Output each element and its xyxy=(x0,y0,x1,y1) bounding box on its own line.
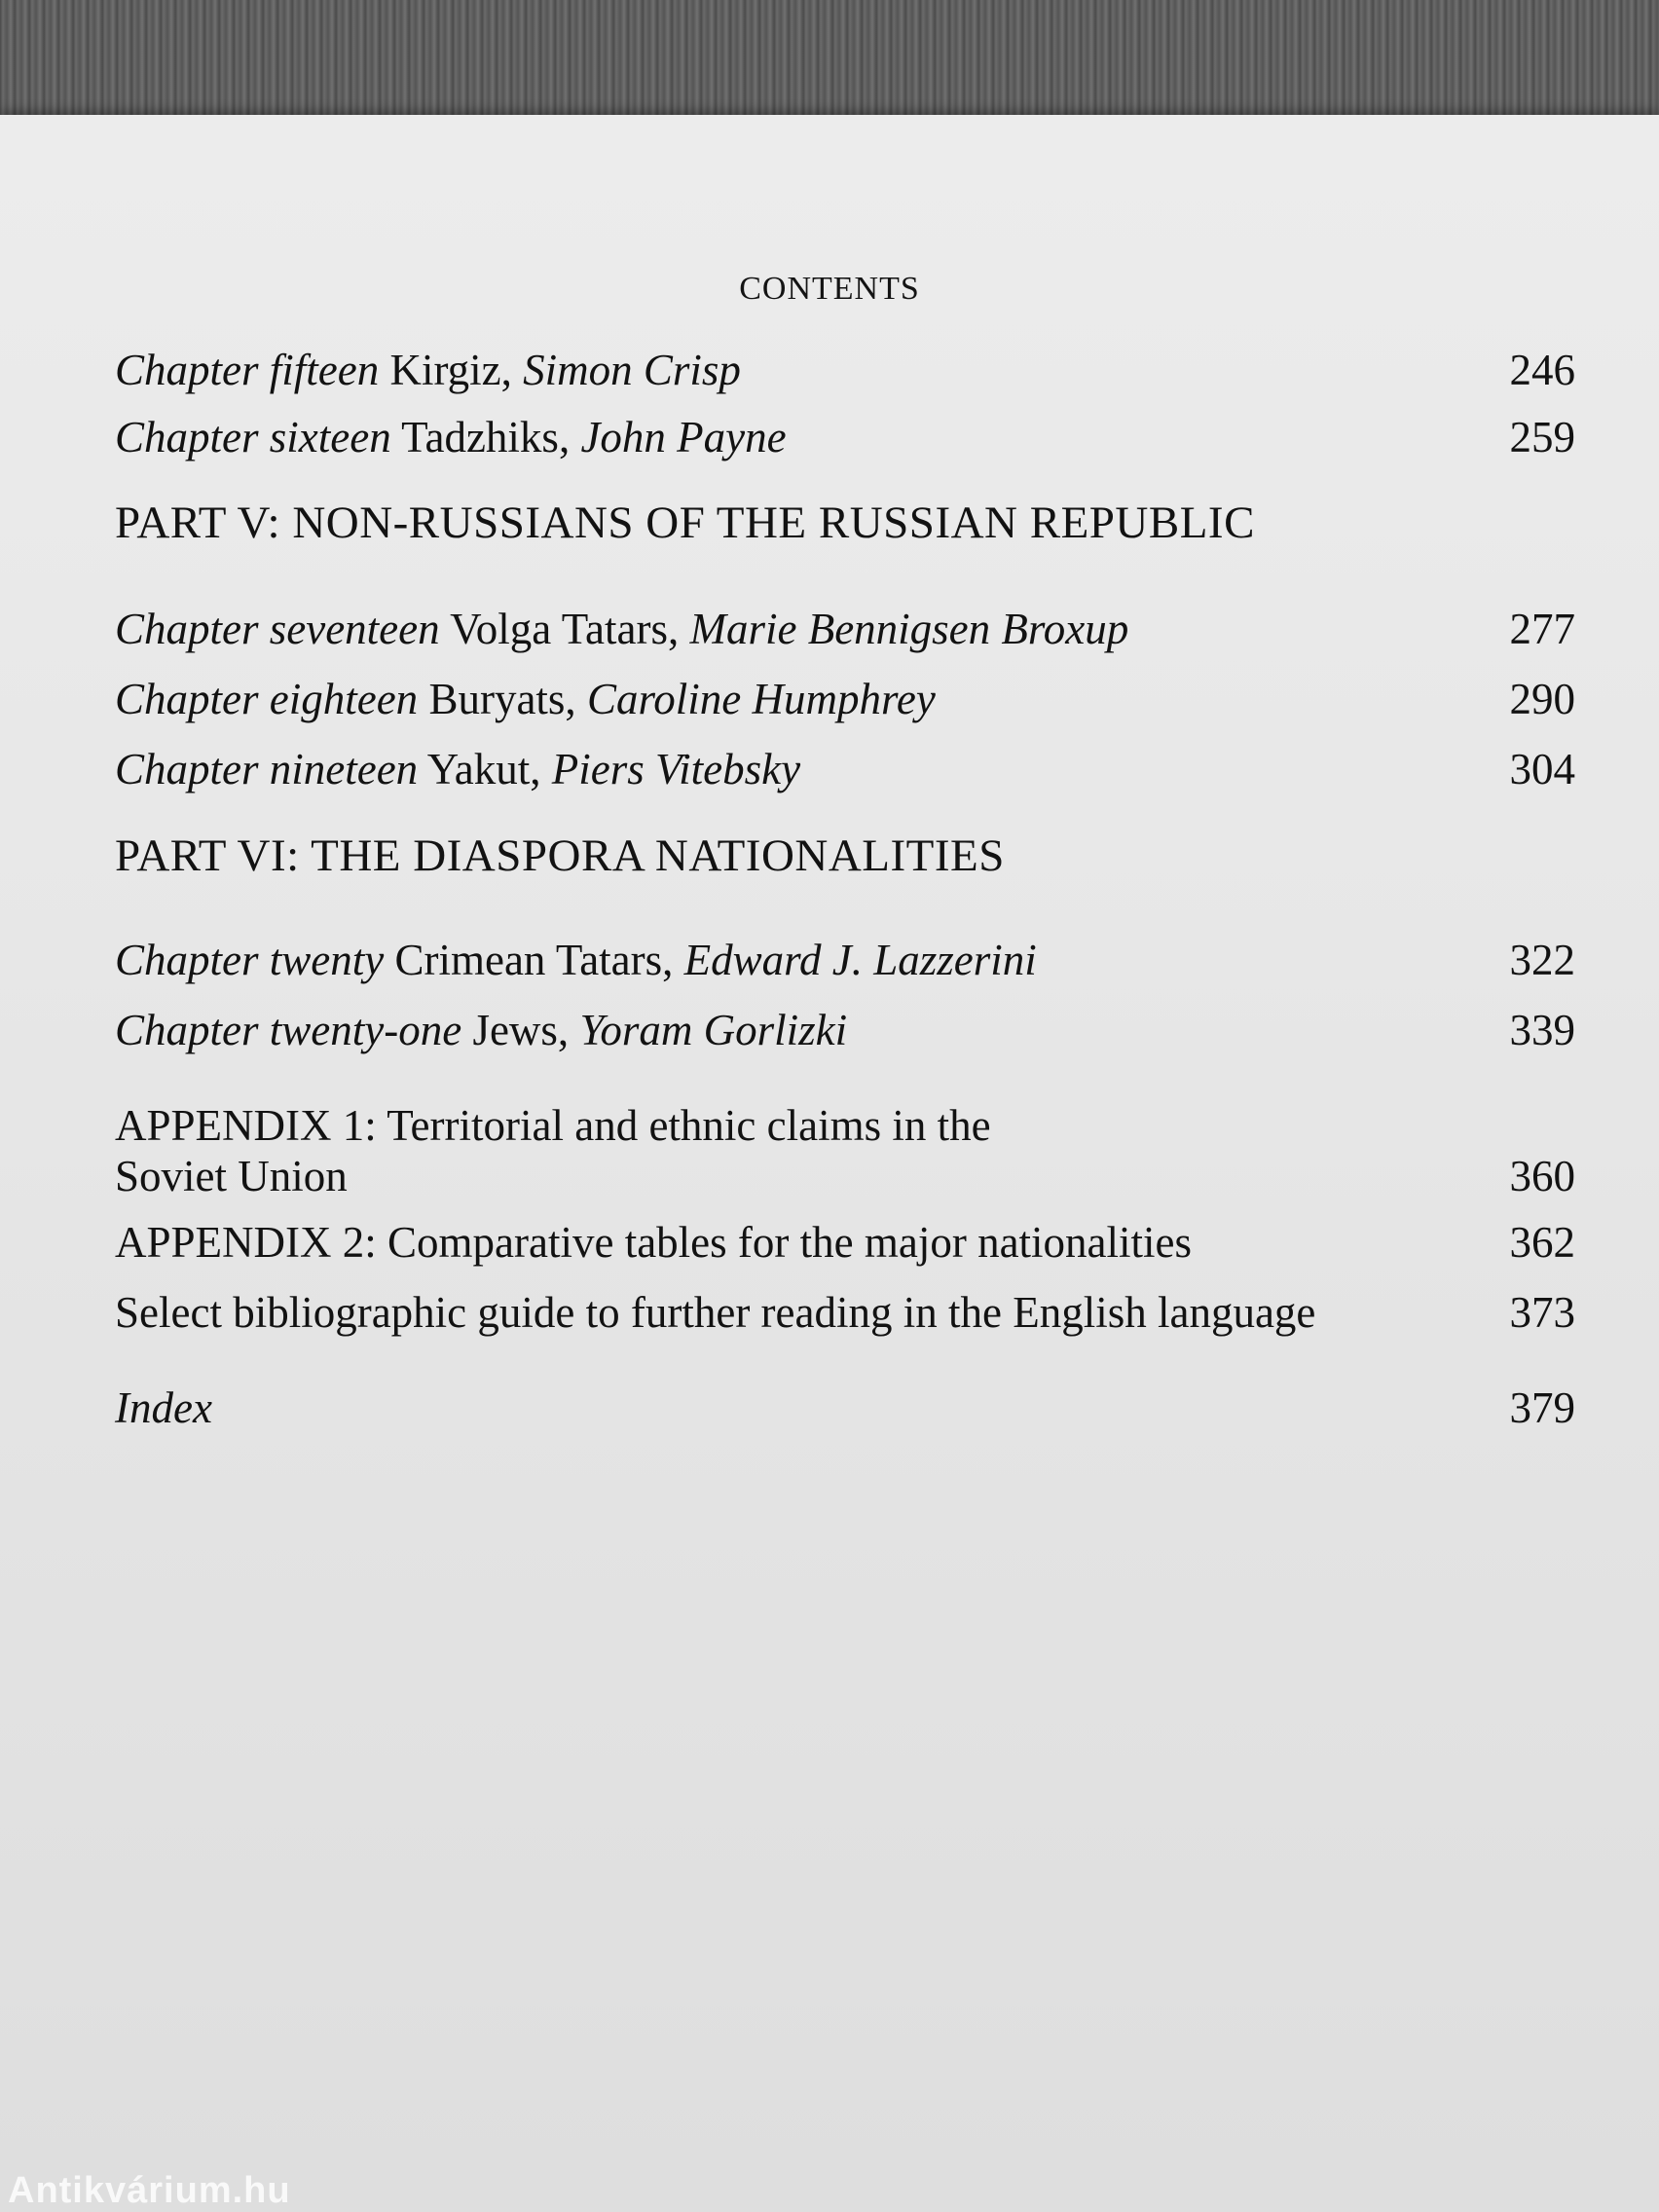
page-number: 259 xyxy=(1509,413,1575,461)
page-number: 379 xyxy=(1509,1383,1575,1432)
chapter-title: Buryats, xyxy=(428,675,576,723)
bibliography-title: Select bibliographic guide to further reading in the English language xyxy=(115,1288,1316,1337)
page-number: 304 xyxy=(1509,745,1575,793)
chapter-label: Chapter sixteen xyxy=(115,413,391,461)
chapter-author: Yoram Gorlizki xyxy=(579,1006,848,1054)
appendix-1-entry xyxy=(115,1100,1575,1201)
chapter-title: Volga Tatars, xyxy=(450,605,680,653)
chapter-label: Chapter twenty xyxy=(115,936,385,984)
page-number: 246 xyxy=(1509,346,1575,394)
chapter-label: Chapter seventeen xyxy=(115,605,440,653)
page-number: 277 xyxy=(1509,605,1575,653)
appendix-1-title-line2: Soviet Union xyxy=(115,1152,348,1200)
show-through-text xyxy=(1561,1692,1571,1743)
bibliography-entry xyxy=(115,1287,1575,1338)
chapter-title: Yakut, xyxy=(426,745,541,793)
toc-entry xyxy=(115,412,1575,462)
chapter-author: Simon Crisp xyxy=(523,346,741,394)
part-heading: PART VI: THE DIASPORA NATIONALITIES xyxy=(115,830,1005,881)
chapter-author: Piers Vitebsky xyxy=(551,745,801,793)
appendix-2-title: APPENDIX 2: Comparative tables for the major nationalities xyxy=(115,1218,1193,1267)
chapter-label: Chapter eighteen xyxy=(115,675,419,723)
page-number: 339 xyxy=(1509,1006,1575,1054)
page-number: 373 xyxy=(1509,1288,1575,1337)
appendix-1-title-line1: APPENDIX 1: Territorial and ethnic claims in the xyxy=(115,1101,991,1150)
page-number: 290 xyxy=(1509,675,1575,723)
chapter-label: Chapter fifteen xyxy=(115,346,380,394)
page-number: 360 xyxy=(1509,1152,1575,1200)
chapter-label: Chapter twenty-one xyxy=(115,1006,462,1054)
toc-entry xyxy=(115,744,1575,794)
chapter-author: Caroline Humphrey xyxy=(586,675,936,723)
chapter-title: Kirgiz, xyxy=(389,346,512,394)
chapter-author: John Payne xyxy=(580,413,787,461)
chapter-title: Crimean Tatars, xyxy=(394,936,674,984)
toc-entry xyxy=(115,674,1575,724)
index-entry xyxy=(115,1382,1575,1433)
watermark: Antikvárium.hu xyxy=(8,2170,291,2211)
index-title: Index xyxy=(115,1383,212,1432)
appendix-2-entry xyxy=(115,1217,1575,1268)
page-number: 322 xyxy=(1509,936,1575,984)
chapter-label: Chapter nineteen xyxy=(115,745,419,793)
contents-heading: CONTENTS xyxy=(739,271,920,307)
toc-entry xyxy=(115,1005,1575,1055)
chapter-title: Tadzhiks, xyxy=(401,413,571,461)
toc-entry xyxy=(115,604,1575,654)
part-heading: PART V: NON-RUSSIANS OF THE RUSSIAN REPUBLIC xyxy=(115,498,1255,548)
chapter-title: Jews, xyxy=(472,1006,570,1054)
toc-entry xyxy=(115,935,1575,985)
chapter-author: Edward J. Lazzerini xyxy=(683,936,1037,984)
toc-entry xyxy=(115,345,1575,395)
book-page xyxy=(0,115,1659,2212)
chapter-author: Marie Bennigsen Broxup xyxy=(689,605,1129,653)
page-number: 362 xyxy=(1509,1218,1575,1267)
